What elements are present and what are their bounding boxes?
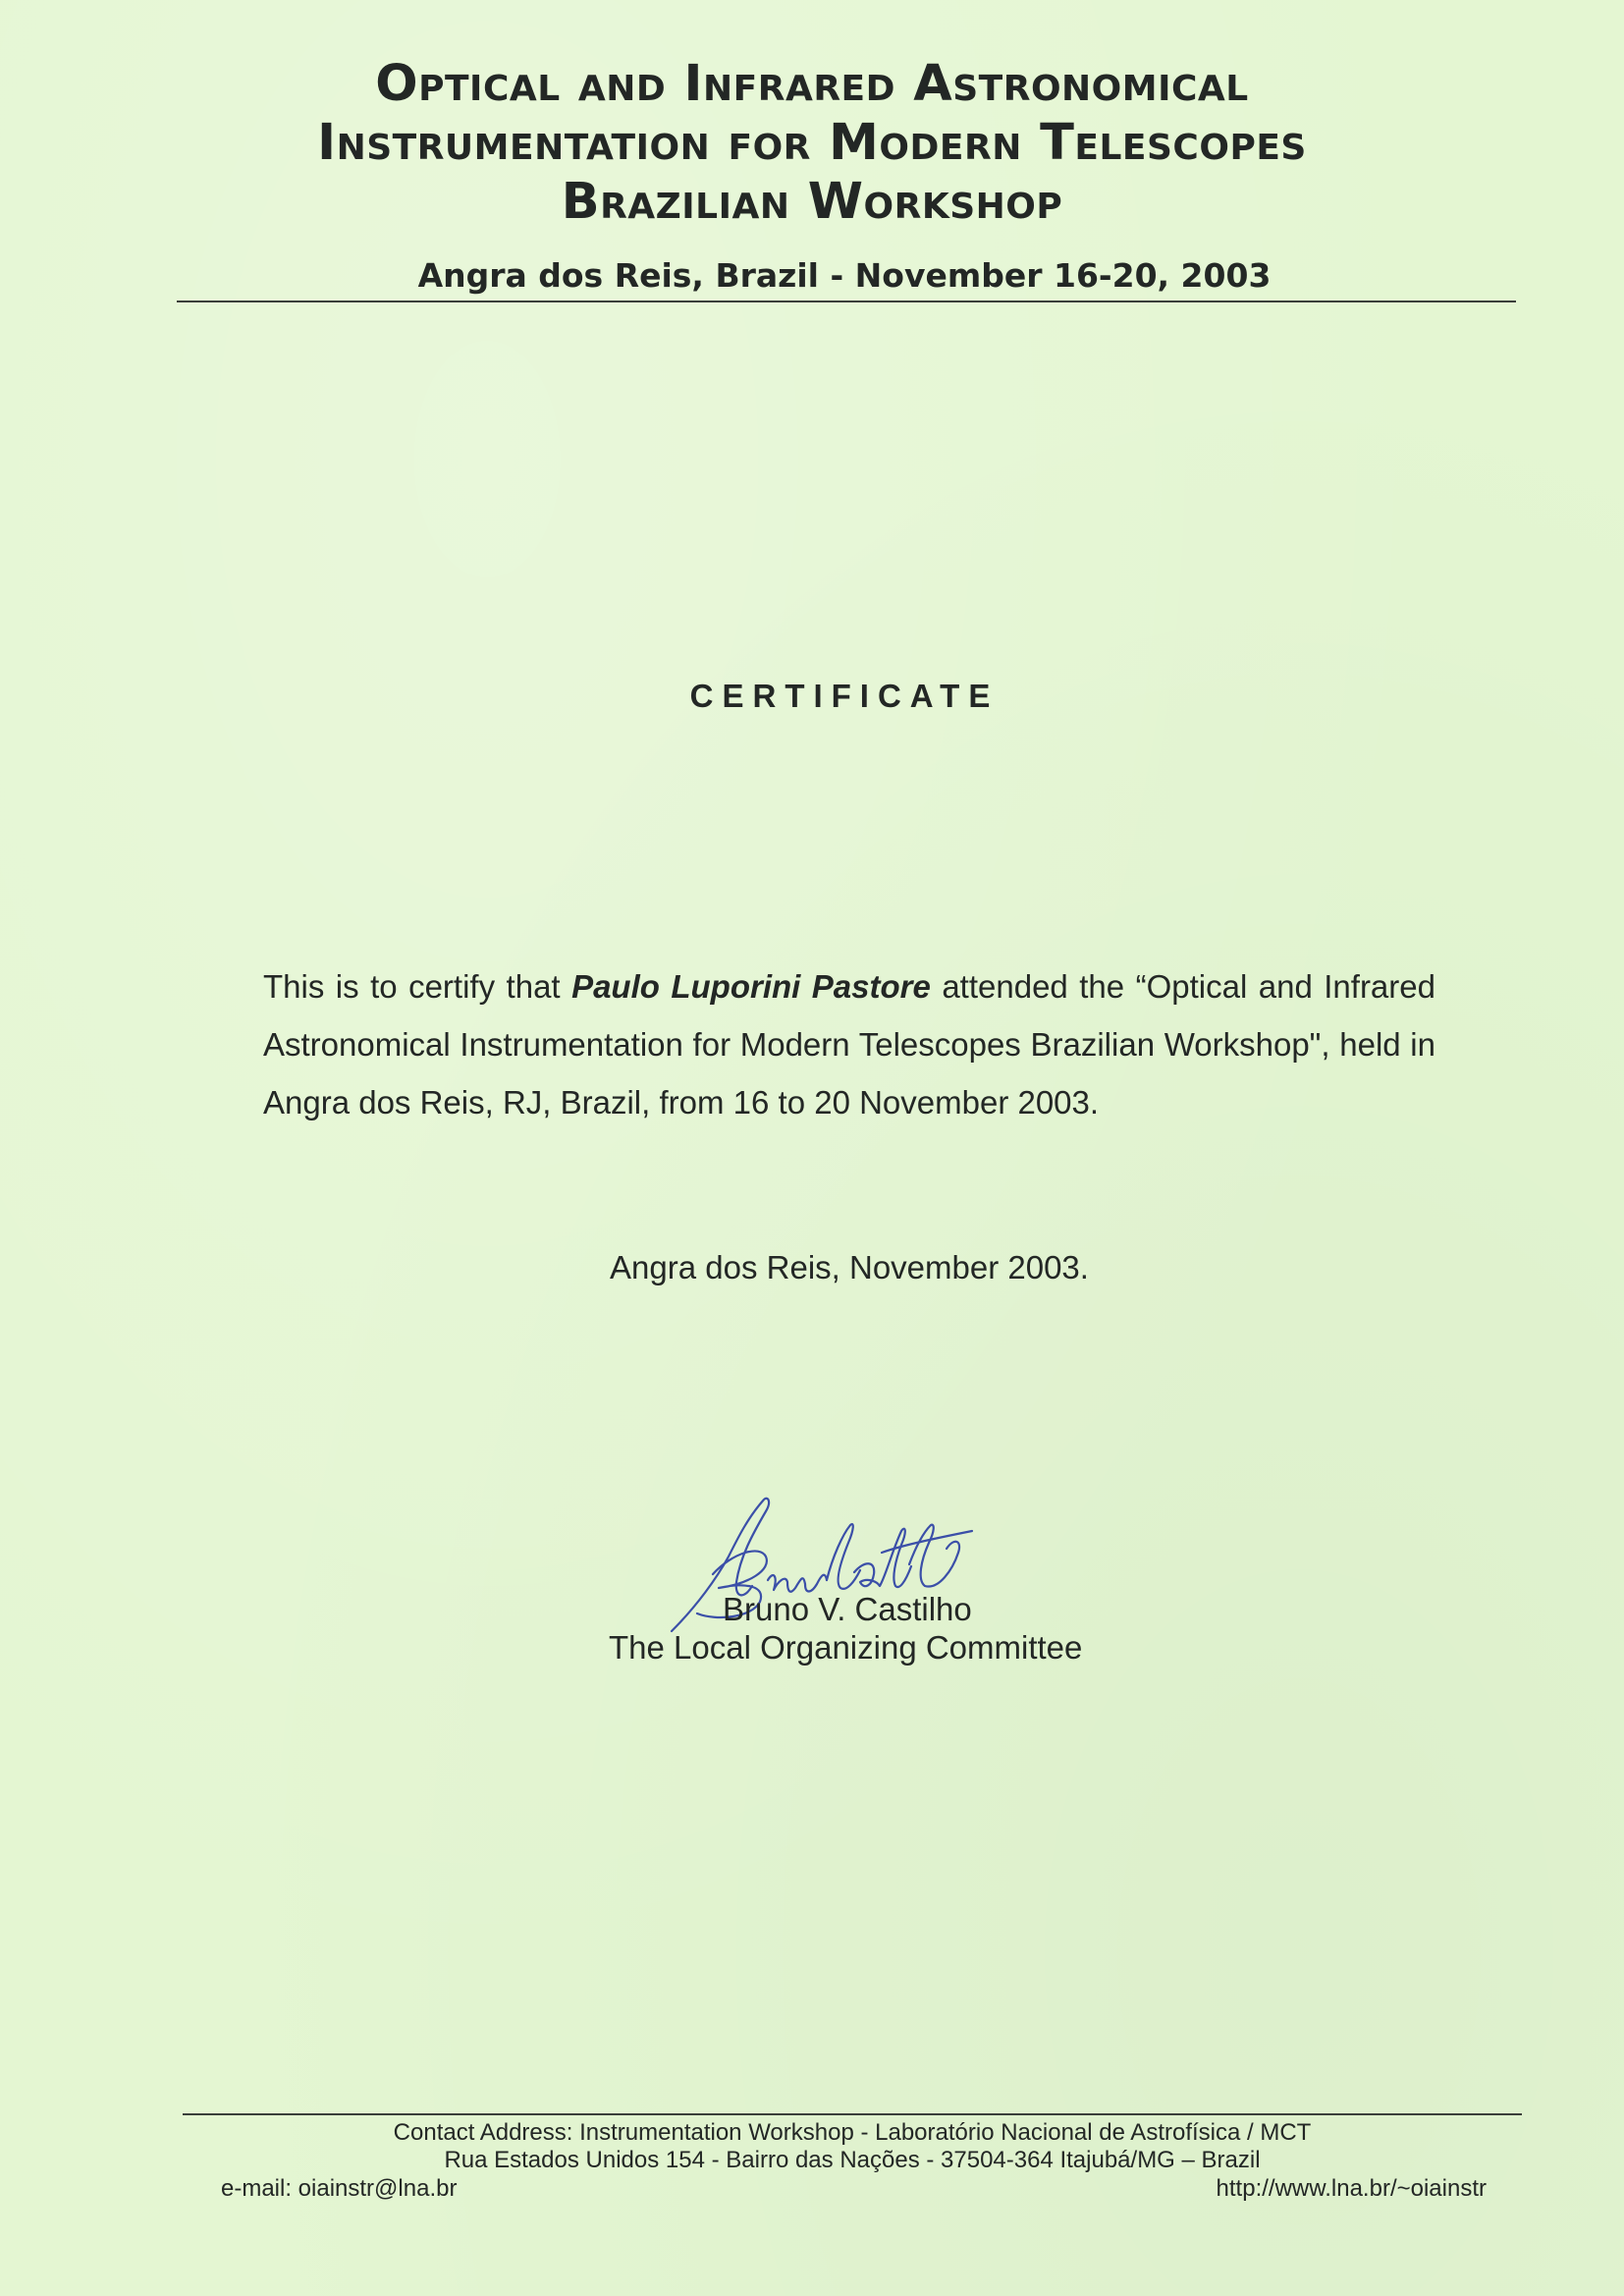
body-suffix: attended the “Optical and Infrared Astronomical Instrumentation for Modern Telescopes Brazilian Workshop", held in Angra dos Reis, RJ, Brazil, from 16 to 20 November 2003. [263, 968, 1435, 1121]
workshop-title [0, 55, 1624, 232]
footer-email[interactable]: e-mail: oiainstr@lna.br [221, 2175, 458, 2202]
signer-name: Bruno V. Castilho [723, 1591, 972, 1627]
footer-contact-address: Contact Address: Instrumentation Workshop - Laboratório Nacional de Astrofísica / MCT [393, 2119, 1312, 2146]
footer-website[interactable]: http://www.lna.br/~oiainstr [1216, 2175, 1487, 2202]
body-prefix: This is to certify that [263, 968, 561, 1005]
participant-name: Paulo Luporini Pastore [571, 968, 931, 1005]
header-divider [177, 301, 1516, 302]
certificate-heading: CERTIFICATE [689, 678, 1000, 714]
signer-role: The Local Organizing Committee [609, 1629, 1083, 1666]
footer-divider [183, 2113, 1522, 2115]
issue-place-date: Angra dos Reis, November 2003. [610, 1249, 1089, 1285]
certificate-body [263, 957, 1435, 1131]
workshop-title-line-3: Brazilian Workshop [561, 173, 1063, 231]
workshop-title-line-1: Optical and Infrared Astronomical [375, 55, 1249, 113]
workshop-location-date: Angra dos Reis, Brazil - November 16-20, 2003 [417, 256, 1272, 295]
footer-street-address: Rua Estados Unidos 154 - Bairro das Nações - 37504-364 Itajubá/MG – Brazil [444, 2147, 1261, 2173]
workshop-title-line-2: Instrumentation for Modern Telescopes [317, 114, 1307, 172]
